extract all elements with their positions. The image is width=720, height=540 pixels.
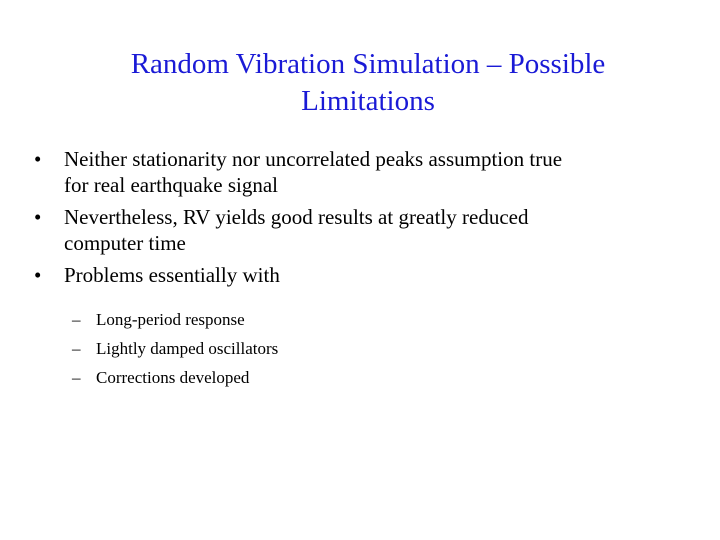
- sub-bullet-marker: –: [72, 368, 81, 387]
- sub-bullet-item: [72, 338, 632, 360]
- bullet-marker: •: [34, 263, 42, 287]
- bullet-marker: •: [34, 205, 42, 229]
- bullet-item: [34, 146, 674, 198]
- bullet-text-line: for real earthquake signal: [64, 173, 278, 197]
- sub-bullet-marker: –: [72, 339, 81, 358]
- sub-bullet-text: Long-period response: [96, 310, 245, 329]
- slide-title: [90, 46, 646, 120]
- slide-title-line-1: Random Vibration Simulation – Possible: [130, 48, 606, 80]
- bullet-item: [34, 204, 674, 256]
- sub-bullet-item: [72, 367, 632, 389]
- sub-bullet-text: Lightly damped oscillators: [96, 339, 279, 358]
- bullet-text-line: Neither stationarity nor uncorrelated peaks assumption true: [64, 147, 563, 171]
- bullet-text-line: computer time: [64, 231, 186, 255]
- bullet-item: [34, 262, 674, 288]
- slide-title-line-2: Limitations: [301, 85, 435, 117]
- sub-bullet-marker: –: [72, 310, 81, 329]
- bullet-marker: •: [34, 147, 42, 171]
- bullet-list: [34, 146, 674, 294]
- sub-bullet-list: [72, 309, 632, 396]
- bullet-text-line: Nevertheless, RV yields good results at greatly reduced: [64, 205, 529, 229]
- bullet-text-line: Problems essentially with: [64, 263, 280, 287]
- sub-bullet-item: [72, 309, 632, 331]
- sub-bullet-text: Corrections developed: [96, 368, 250, 387]
